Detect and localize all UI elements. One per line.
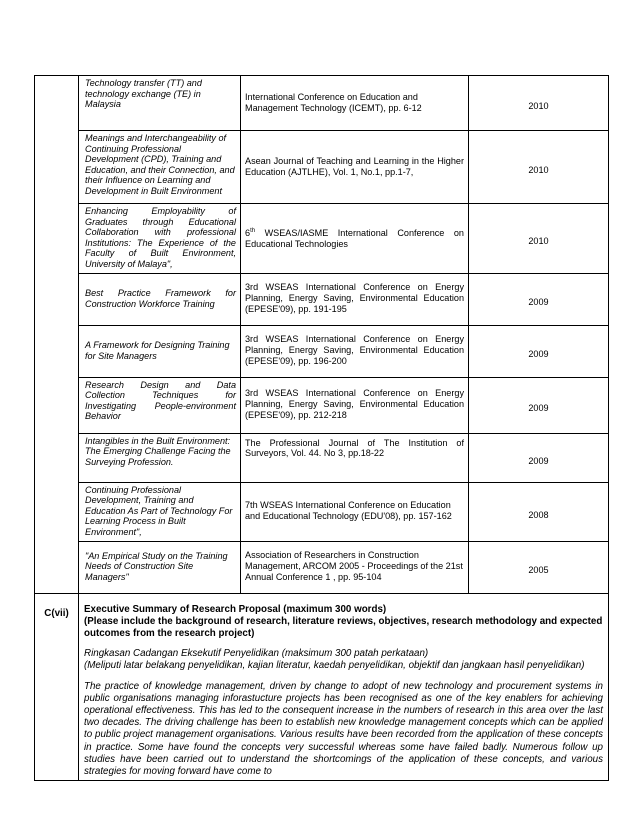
table-row [35,131,609,204]
publication-venue: Asean Journal of Teaching and Learning in the Higher Education (AJTLHE), Vol. 1, No.1, pp.1-7, [241,131,469,204]
publication-year: 2010 [469,76,609,131]
section-heading: Executive Summary of Research Proposal (maximum 300 words) [84,603,387,615]
section-label: C(vii) [35,593,79,781]
table-row [35,482,609,541]
summary-row [35,593,609,781]
malay-heading: Ringkasan Cadangan Eksekutif Penyelidikan (maksimum 300 patah perkataan) [84,648,429,660]
publication-title: Meanings and Interchangeability of Continuing Professional Development (CPD), Training and Education, and their Connection, and their Influence on Learning and Development in Built Environment [79,131,241,204]
malay-subheading: (Meliputi latar belakang penyelidikan, kajian literatur, kaedah penyelidikan, objektif dan jangkaan hasil penyelidikan) [84,660,585,672]
publication-venue: 7th WSEAS International Conference on Education and Educational Technology (EDU'08), pp. 157-162 [241,482,469,541]
publication-year: 2010 [469,131,609,204]
publication-year: 2009 [469,377,609,433]
publication-year: 2005 [469,541,609,593]
publication-venue: Association of Researchers in Construction Management, ARCOM 2005 - Proceedings of the 21st Annual Conference 1 , pp. 95-104 [241,541,469,593]
publication-venue: 3rd WSEAS International Conference on Energy Planning, Energy Saving, Environmental Education (EPESE'09), pp. 212-218 [241,377,469,433]
table-row [35,273,609,325]
publications-table [34,75,609,781]
publication-venue: 3rd WSEAS International Conference on Energy Planning, Energy Saving, Environmental Education (EPESE'09), pp. 196-200 [241,325,469,377]
table-row [35,325,609,377]
table-row [35,204,609,274]
publication-venue: The Professional Journal of The Institution of Surveyors, Vol. 44. No 3, pp.18-22 [241,433,469,482]
publication-venue: 3rd WSEAS International Conference on Energy Planning, Energy Saving, Environmental Education (EPESE'09), pp. 191-195 [241,273,469,325]
publication-title: Intangibles in the Built Environment: The Emerging Challenge Facing the Surveying Profession. [79,433,241,482]
row-label-cell [35,76,79,594]
publication-title: "An Empirical Study on the Training Needs of Construction Site Managers" [79,541,241,593]
publication-title: Research Design and Data Collection Techniques for Investigating People-environment Behavior [79,377,241,433]
publication-year: 2009 [469,273,609,325]
publication-title: Enhancing Employability of Graduates through Educational Collaboration with professional Institutions: The Experience of the Faculty of Built Environment, University of Malaya", [79,204,241,274]
publication-year: 2009 [469,433,609,482]
table-row [35,433,609,482]
document-page [34,75,608,781]
executive-summary-cell [79,593,609,781]
table-row [35,377,609,433]
table-row [35,76,609,131]
publication-year: 2010 [469,204,609,274]
publication-title: Best Practice Framework for Construction Workforce Training [79,273,241,325]
publication-year: 2009 [469,325,609,377]
summary-body: The practice of knowledge management, driven by change to adopt of new technology and procurement systems in public organisations managing inforastucture projects has been recognised as one of the key enablers for achieving operational effectiveness. This has led to the consequent increase in the numbers of research in this area over the last two decades. The driving challenge has been to establish new knowledge management concepts which can be applied to public project management organisations. Various results have been recorded from the application of these concepts in practice. Some have found the concepts very successful whereas some have failed badly. Numerous follow up studies have been carried out to understand the shortcomings of the application of these concepts, and various strategies for moving forward have come to [84,680,603,777]
section-subheading: (Please include the background of research, literature reviews, objectives, research methodology and expected outcomes from the research project) [84,615,603,639]
publication-title: A Framework for Designing Training for Site Managers [79,325,241,377]
publication-title: Technology transfer (TT) and technology exchange (TE) in Malaysia [79,76,241,131]
venue-name: WSEAS/IASME International Conference on Educational Technologies [245,228,464,249]
publication-venue: International Conference on Education and Management Technology (ICEMT), pp. 6-12 [241,76,469,131]
venue-edition-number: 6 [245,228,251,238]
publication-venue [241,204,469,274]
table-row [35,541,609,593]
publication-year: 2008 [469,482,609,541]
venue-edition-suffix: th [250,227,256,234]
publication-title: Continuing Professional Development, Training and Education As Part of Technology For Learning Process in Built Environment", [79,482,241,541]
